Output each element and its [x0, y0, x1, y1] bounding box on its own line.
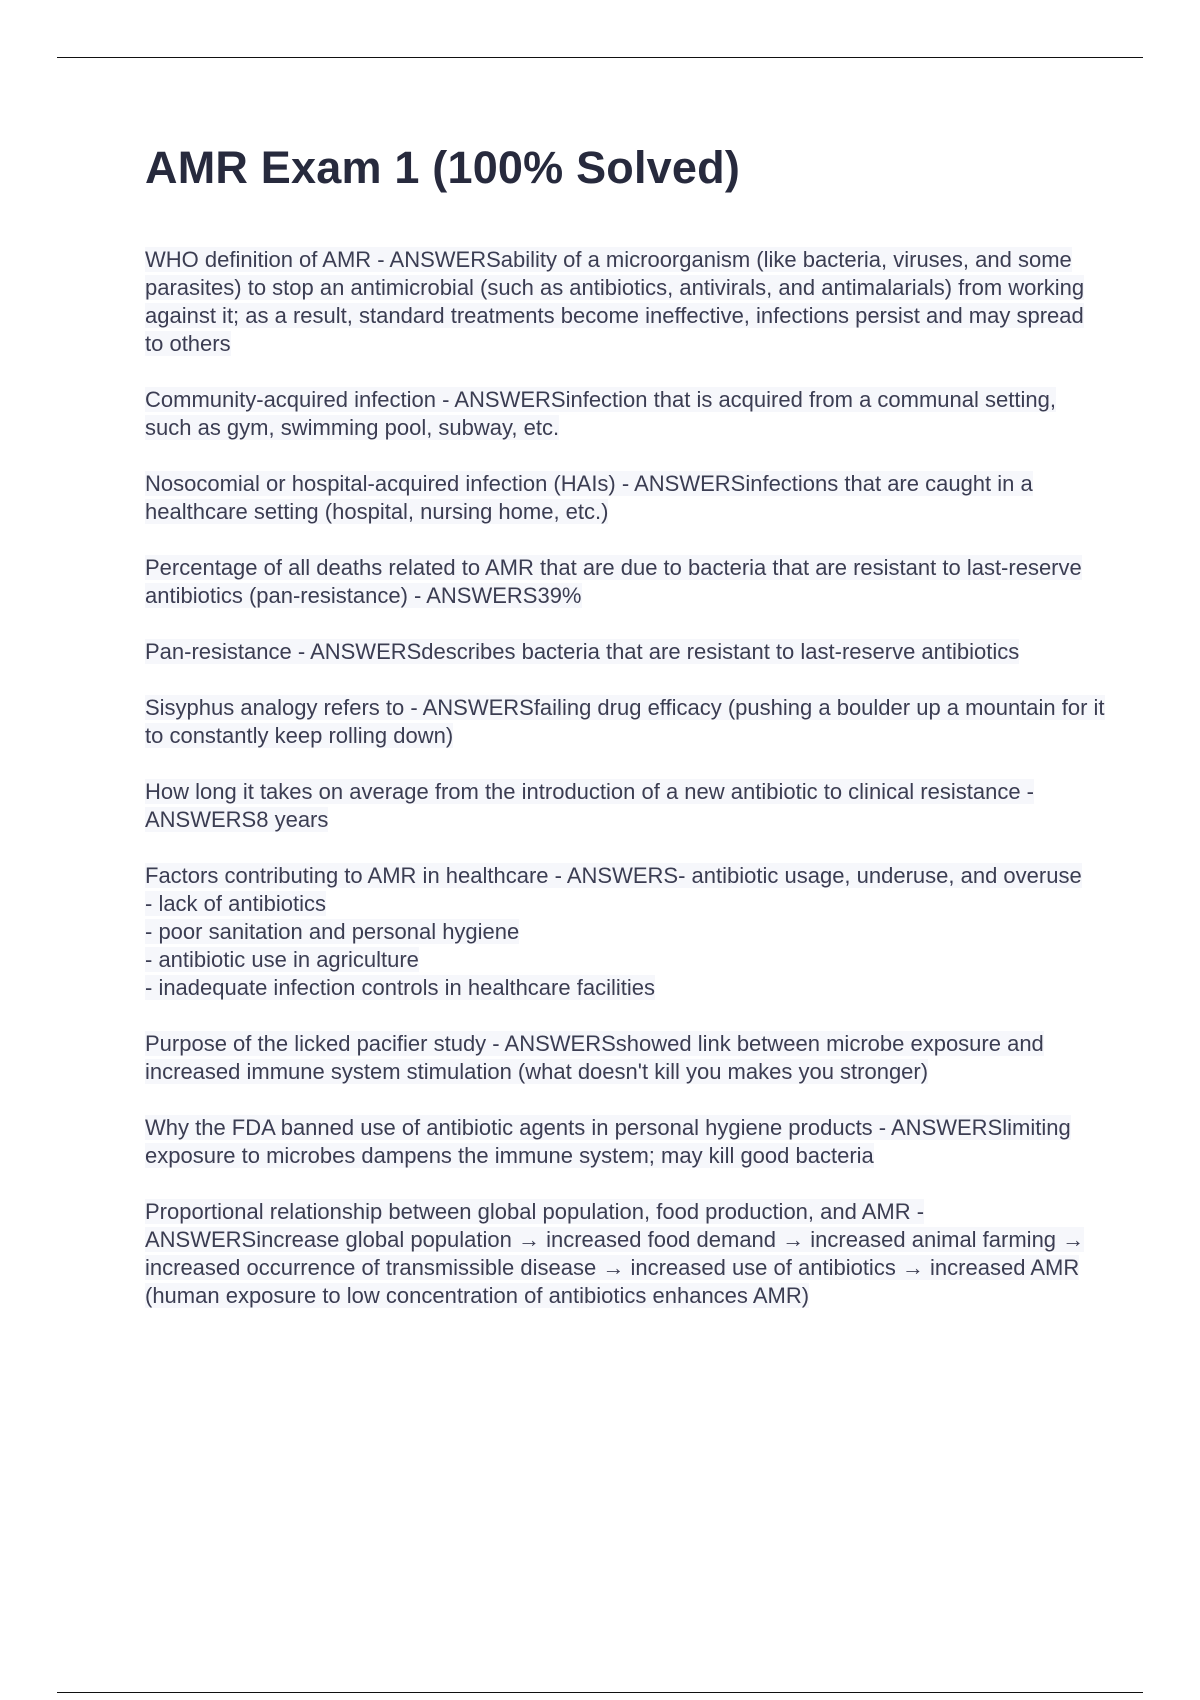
qa-entry	[145, 778, 1105, 834]
qa-entry	[145, 694, 1105, 750]
qa-entry	[145, 386, 1105, 442]
qa-text: WHO definition of AMR - ANSWERSability of a microorganism (like bacteria, viruses, and some parasites) to stop an antimicrobial (such as antibiotics, antivirals, and antimalarials) from working against it; as a result, standard treatments become ineffective, infections persist and may spread to others	[145, 247, 1085, 356]
top-rule	[57, 57, 1143, 58]
qa-entry	[145, 1030, 1105, 1086]
qa-text: Purpose of the licked pacifier study - ANSWERSshowed link between microbe exposure and increased immune system stimulation (what doesn't kill you makes you stronger)	[145, 1031, 1044, 1084]
qa-text: Community-acquired infection - ANSWERSinfection that is acquired from a communal setting, such as gym, swimming pool, subway, etc.	[145, 387, 1056, 440]
qa-text: Why the FDA banned use of antibiotic agents in personal hygiene products - ANSWERSlimiting exposure to microbes dampens the immune system; may kill good bacteria	[145, 1115, 1071, 1168]
document-body	[145, 140, 1105, 1338]
qa-entry	[145, 470, 1105, 526]
qa-text: Proportional relationship between global population, food production, and AMR - ANSWERSincrease global population → increased food demand → increased animal farming → increased occurrence of transmissible disease → increased use of antibiotics → increased AMR (human exposure to low concentration of antibiotics enhances AMR)	[145, 1199, 1085, 1308]
qa-text: Factors contributing to AMR in healthcare - ANSWERS- antibiotic usage, underuse, and overuse - lack of antibiotics - poor sanitation and personal hygiene - antibiotic use in agriculture - inadequate infection controls in healthcare facilities	[145, 863, 1082, 1000]
qa-text: Nosocomial or hospital-acquired infection (HAIs) - ANSWERSinfections that are caught in a healthcare setting (hospital, nursing home, etc.)	[145, 471, 1033, 524]
qa-entry	[145, 554, 1105, 610]
qa-entry	[145, 246, 1105, 358]
qa-entry	[145, 1198, 1105, 1310]
qa-entry	[145, 638, 1105, 666]
qa-text: How long it takes on average from the introduction of a new antibiotic to clinical resistance - ANSWERS8 years	[145, 779, 1035, 832]
document-title: AMR Exam 1 (100% Solved)	[145, 142, 741, 193]
qa-text: Sisyphus analogy refers to - ANSWERSfailing drug efficacy (pushing a boulder up a mountain for it to constantly keep rolling down)	[145, 695, 1105, 748]
qa-text: Percentage of all deaths related to AMR that are due to bacteria that are resistant to last-reserve antibiotics (pan-resistance) - ANSWERS39%	[145, 555, 1082, 608]
qa-text: Pan-resistance - ANSWERSdescribes bacteria that are resistant to last-reserve antibiotics	[145, 639, 1020, 664]
qa-entry	[145, 862, 1105, 1002]
bottom-rule	[57, 1692, 1143, 1693]
qa-entry	[145, 1114, 1105, 1170]
